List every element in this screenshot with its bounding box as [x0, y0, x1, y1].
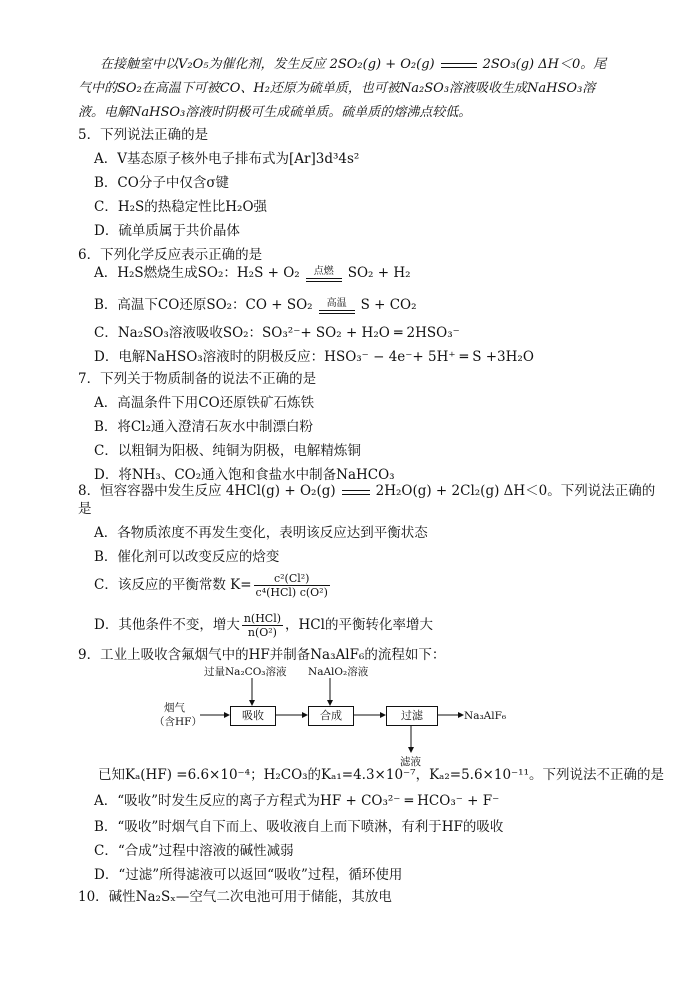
q6-option-d: D．电解NaHSO₃溶液时的阴极反应：HSO₃⁻ − 4e⁻+ 5H⁺ ═ S +3H₂O [94, 349, 534, 365]
q5-option-b: B．CO分子中仅含σ键 [94, 175, 230, 191]
fraction-denominator: n(O²) [247, 626, 277, 639]
step-synthesis-box: 合成 [308, 706, 354, 726]
q8-option-c [94, 572, 332, 599]
flow-arrows [150, 664, 550, 764]
q6-option-a-right: SO₂ + H₂ [347, 265, 411, 281]
q6-a-condition: 点燃 [313, 265, 334, 277]
intro-line-2: 气中的SO₂在高温下可被CO、H₂还原为硫单质，也可被Na₂SO₃溶液吸收生成NaHSO₃溶 [78, 81, 596, 96]
q6-option-b-right: S + CO₂ [360, 297, 417, 313]
q7-option-c: C．以粗铜为阳极、纯铜为阴极，电解精炼铜 [94, 443, 361, 459]
fraction-numerator: n(HCl) [243, 612, 282, 625]
fraction-denominator: c⁴(HCl) c(O²) [255, 586, 328, 599]
q9-option-c: C．“合成”过程中溶液的碱性减弱 [94, 843, 294, 859]
q6-option-b [94, 296, 417, 314]
q7-option-d: D．将NH₃、CO₂通入饱和食盐水中制备NaHCO₃ [94, 467, 395, 483]
q6-option-a-left: A．H₂S燃烧生成SO₂：H₂S + O₂ [94, 265, 300, 281]
intro-line-1 [100, 56, 606, 74]
equilibrium-arrow [441, 60, 477, 70]
filtrate-label: 滤液 [400, 756, 421, 768]
step-filter-box: 过滤 [386, 706, 438, 726]
q7-stem: 7．下列关于物质制备的说法不正确的是 [78, 371, 317, 387]
q9-given-constants: 已知Kₐ(HF) =6.6×10⁻⁴；H₂CO₃的Kₐ₁=4.3×10⁻⁷，Kₐ₂=5.6×10⁻¹¹。下列说法不正确的是 [98, 767, 664, 783]
q6-stem: 6．下列化学反应表示正确的是 [78, 247, 263, 263]
intro-line-3: 液。电解NaHSO₃溶液时阴极可生成硫单质。硫单质的熔沸点较低。 [78, 105, 472, 120]
intro-line-1-text: 在接触室中以V₂O₅为催化剂，发生反应 2SO₂(g) + O₂(g) [100, 57, 435, 72]
product-label: Na₃AlF₆ [464, 710, 507, 722]
q5-option-a: A．V基态原子核外电子排布式为[Ar]3d³4s² [94, 151, 360, 167]
reagent-label-sodium-carbonate: 过量Na₂CO₃溶液 [204, 666, 287, 678]
q5-option-c: C．H₂S的热稳定性比H₂O强 [94, 199, 268, 215]
q8-option-a: A．各物质浓度不再发生变化，表明该反应达到平衡状态 [94, 525, 428, 541]
q7-option-b: B．将Cl₂通入澄清石灰水中制漂白粉 [94, 419, 313, 435]
q7-option-a: A．高温条件下用CO还原铁矿石炼铁 [94, 395, 315, 411]
q9-option-a: A．“吸收”时发生反应的离子方程式为HF + CO₃²⁻ ═ HCO₃⁻ + F⁻ [94, 793, 500, 809]
q8-stem-right: 2H₂O(g) + 2Cl₂(g) ΔH＜0。下列说法正确的 [375, 483, 656, 499]
q5-option-d: D．硫单质属于共价晶体 [94, 223, 240, 239]
process-flow-diagram [150, 664, 550, 768]
q6-option-c: C．Na₂SO₃溶液吸收SO₂：SO₃²⁻+ SO₂ + H₂O ═ 2HSO₃⁻ [94, 325, 460, 341]
fraction-numerator: c²(Cl²) [254, 572, 330, 586]
q8-option-d-tail: ，HCl的平衡转化率增大 [285, 617, 433, 633]
q8-stem-line-1 [78, 482, 655, 500]
q8-stem-line-2: 是 [78, 501, 92, 517]
q8-option-d [94, 612, 433, 639]
q8-option-b: B．催化剂可以改变反应的焓变 [94, 549, 280, 565]
q10-stem: 10．碱性Na₂Sₓ—空气二次电池可用于储能，其放电 [78, 889, 392, 905]
equilibrium-arrow [342, 487, 370, 497]
q9-stem: 9．工业上吸收含氟烟气中的HF并制备Na₃AlF₆的流程如下： [78, 647, 446, 663]
ratio-fraction [242, 612, 283, 639]
q6-option-a [94, 264, 411, 282]
feed-label-1: 烟气 [164, 702, 185, 714]
q6-option-b-left: B．高温下CO还原SO₂：CO + SO₂ [94, 297, 313, 313]
q6-b-condition: 高温 [326, 297, 347, 309]
condition-arrow-ignite [306, 266, 342, 282]
q9-option-d: D．“过滤”所得滤液可以返回“吸收”过程，循环使用 [94, 867, 403, 883]
q8-stem-left: 8．恒容容器中发生反应 4HCl(g) + O₂(g) [78, 483, 336, 499]
step-absorb-box: 吸收 [230, 706, 276, 726]
condition-arrow-heat [319, 298, 355, 314]
intro-line-1-tail: 2SO₃(g) ΔH＜0。尾 [482, 57, 607, 72]
q9-option-b: B．“吸收”时烟气自下而上、吸收液自上而下喷淋，有利于HF的吸收 [94, 819, 504, 835]
q5-stem: 5．下列说法正确的是 [78, 127, 209, 143]
q8-option-c-label: C．该反应的平衡常数 K= [94, 577, 252, 593]
equilibrium-constant-fraction [254, 572, 330, 599]
feed-label-2: （含HF） [154, 716, 202, 728]
reagent-label-sodium-aluminate: NaAlO₂溶液 [308, 666, 369, 678]
q8-option-d-label: D．其他条件不变，增大 [94, 617, 240, 633]
